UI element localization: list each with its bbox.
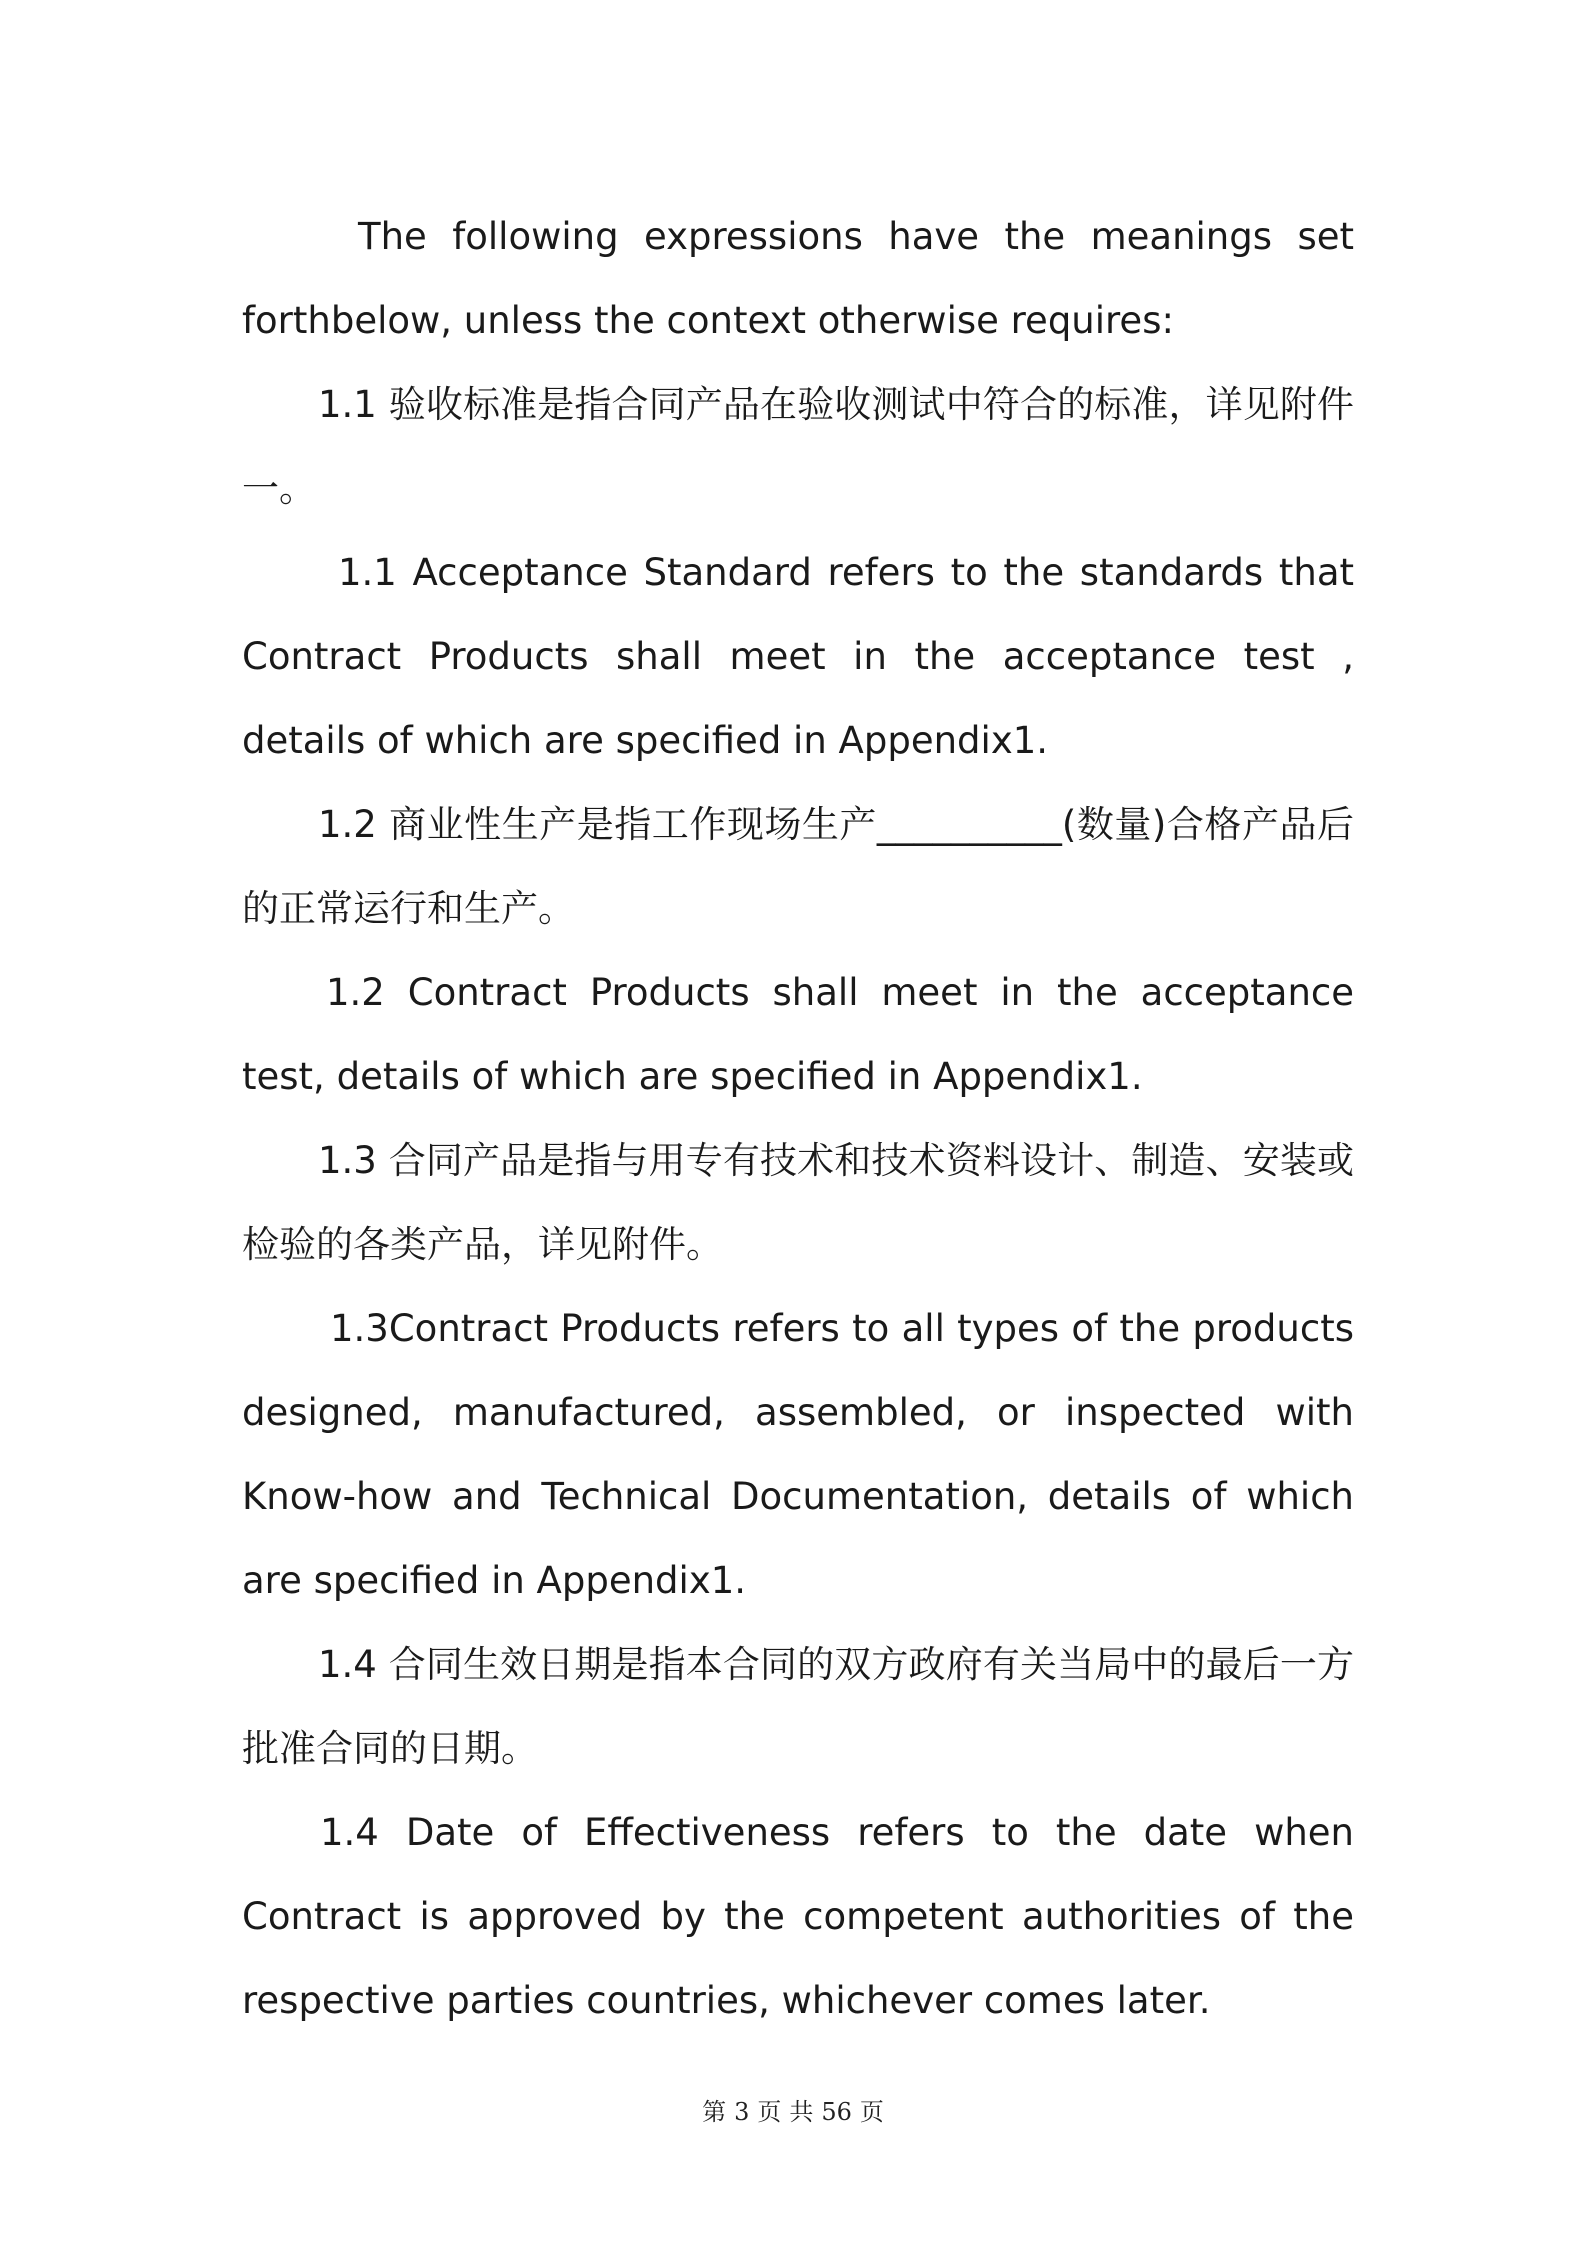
paragraph-1-2-zh: 1.2 商业性生产是指工作现场生产__________(数量)合格产品后的正常运行和生产。 bbox=[242, 803, 1354, 930]
paragraph-1-3-en: 1.3Contract Products refers to all types of the products designed, manufactured, assembled, or inspected with Know-how and Technical Documentation, details of which are specified in Appendix1. bbox=[242, 1307, 1354, 1602]
footer-page-word: 页 bbox=[757, 2098, 782, 2126]
paragraph-intro: The following expressions have the meanings set forthbelow, unless the context otherwise requires: bbox=[242, 215, 1354, 342]
paragraph-1-1-zh: 1.1 验收标准是指合同产品在验收测试中符合的标准，详见附件一。 bbox=[242, 383, 1354, 510]
footer-current-page: 3 bbox=[734, 2098, 750, 2126]
footer-total-pages: 56 bbox=[821, 2098, 852, 2126]
page-footer bbox=[0, 2092, 1586, 2127]
footer-prefix: 第 bbox=[702, 2098, 727, 2126]
paragraph-1-2-en: 1.2 Contract Products shall meet in the acceptance test, details of which are specified in Appendix1. bbox=[242, 971, 1354, 1098]
paragraph-1-4-zh: 1.4 合同生效日期是指本合同的双方政府有关当局中的最后一方批准合同的日期。 bbox=[242, 1643, 1354, 1770]
paragraph-1-4-en: 1.4 Date of Effectiveness refers to the date when Contract is approved by the competent authorities of the respective parties countries, whichever comes later. bbox=[242, 1811, 1354, 2022]
footer-total-word: 共 bbox=[789, 2098, 814, 2126]
paragraph-1-1-en: 1.1 Acceptance Standard refers to the standards that Contract Products shall meet in the acceptance test , details of which are specified in Appendix1. bbox=[242, 551, 1354, 762]
footer-suffix: 页 bbox=[859, 2098, 884, 2126]
document-body bbox=[242, 195, 1354, 2043]
paragraph-1-3-zh: 1.3 合同产品是指与用专有技术和技术资料设计、制造、安装或检验的各类产品，详见附件。 bbox=[242, 1139, 1354, 1266]
